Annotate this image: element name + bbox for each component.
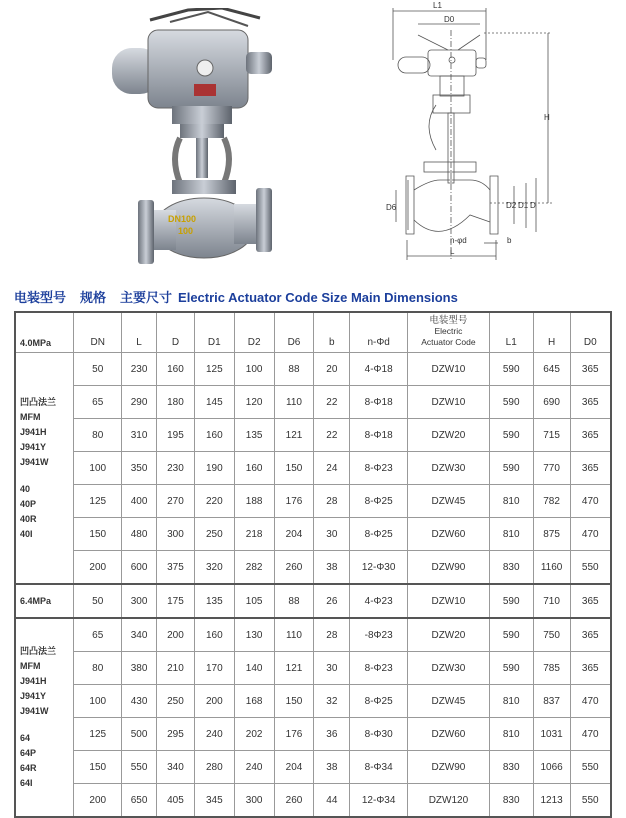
- cell-d2: 130: [234, 618, 274, 652]
- cell-h: 750: [533, 618, 570, 652]
- table-row: [15, 551, 611, 585]
- cell-d2: 140: [234, 652, 274, 685]
- cell-actuator-code: DZW60: [408, 718, 490, 751]
- cell-h: 1031: [533, 718, 570, 751]
- cell-actuator-code: DZW90: [408, 551, 490, 585]
- cell-l: 600: [122, 551, 157, 585]
- cell-d: 295: [157, 718, 195, 751]
- cell-h: 837: [533, 685, 570, 718]
- table-row: [15, 353, 611, 386]
- cell-dn: 50: [74, 584, 122, 618]
- cell-d6: 176: [274, 485, 314, 518]
- cell-d1: 190: [194, 452, 234, 485]
- cell-d6: 176: [274, 718, 314, 751]
- cell-h: 715: [533, 419, 570, 452]
- cell-b: 22: [314, 419, 350, 452]
- cell-nphid: 8-Φ23: [350, 652, 408, 685]
- cell-d2: 160: [234, 452, 274, 485]
- model-line: 64I: [20, 778, 33, 788]
- model-line: MFM: [20, 411, 41, 422]
- header-pressure: 4.0MPa: [15, 312, 74, 353]
- cell-d1: 135: [194, 584, 234, 618]
- header-d0: D0: [570, 312, 611, 353]
- cell-d6: 260: [274, 784, 314, 818]
- table-row: [15, 518, 611, 551]
- cell-d: 160: [157, 353, 195, 386]
- header-b: b: [314, 312, 350, 353]
- table-row: [15, 618, 611, 652]
- cell-d: 180: [157, 386, 195, 419]
- cell-actuator-code: DZW30: [408, 452, 490, 485]
- cell-dn: 125: [74, 485, 122, 518]
- cell-d2: 100: [234, 353, 274, 386]
- actuator-en1: Electric: [434, 326, 463, 336]
- cell-d6: 204: [274, 751, 314, 784]
- cell-h: 785: [533, 652, 570, 685]
- header-nphid: n-Φd: [350, 312, 408, 353]
- cell-dn: 65: [74, 618, 122, 652]
- cell-actuator-code: DZW20: [408, 419, 490, 452]
- cell-d2: 120: [234, 386, 274, 419]
- cell-b: 22: [314, 386, 350, 419]
- header-l: L: [122, 312, 157, 353]
- cell-d6: 121: [274, 419, 314, 452]
- table-row: [15, 452, 611, 485]
- cell-l: 310: [122, 419, 157, 452]
- model-line: 64P: [20, 748, 37, 758]
- cell-l1: 590: [489, 618, 533, 652]
- table-row: [15, 718, 611, 751]
- model-line: 40R: [20, 513, 37, 524]
- cell-nphid: 12-Φ34: [350, 784, 408, 818]
- header-h: H: [533, 312, 570, 353]
- cell-d6: 110: [274, 386, 314, 419]
- cell-d0: 470: [570, 685, 611, 718]
- model-line: J941H: [20, 426, 47, 437]
- cell-dn: 150: [74, 751, 122, 784]
- cell-d2: 188: [234, 485, 274, 518]
- header-d2: D2: [234, 312, 274, 353]
- cell-d: 195: [157, 419, 195, 452]
- cell-actuator-code: DZW45: [408, 485, 490, 518]
- cell-h: 875: [533, 518, 570, 551]
- model-group-label: [15, 353, 74, 585]
- cell-l: 300: [122, 584, 157, 618]
- cell-d0: 365: [570, 452, 611, 485]
- cell-d1: 220: [194, 485, 234, 518]
- cell-nphid: 8-Φ25: [350, 518, 408, 551]
- table-row: [15, 584, 611, 618]
- header-d6: D6: [274, 312, 314, 353]
- cell-d6: 204: [274, 518, 314, 551]
- cell-nphid: -8Φ23: [350, 618, 408, 652]
- actuator-cn: 电装型号: [429, 315, 468, 326]
- pressure-label: 6.4MPa: [15, 584, 74, 618]
- table-row: [15, 419, 611, 452]
- cell-h: 770: [533, 452, 570, 485]
- header-d: D: [157, 312, 195, 353]
- cell-d: 175: [157, 584, 195, 618]
- cell-d0: 550: [570, 751, 611, 784]
- label-d0: D0: [444, 15, 455, 24]
- cell-d0: 365: [570, 353, 611, 386]
- cell-nphid: 8-Φ25: [350, 685, 408, 718]
- cell-l: 290: [122, 386, 157, 419]
- model-line: J941W: [20, 456, 49, 467]
- cell-dn: 125: [74, 718, 122, 751]
- cell-nphid: 4-Φ23: [350, 584, 408, 618]
- cell-d2: 240: [234, 751, 274, 784]
- cell-l1: 830: [489, 551, 533, 585]
- valve-photo: [110, 8, 310, 270]
- cell-b: 30: [314, 652, 350, 685]
- cell-d0: 365: [570, 419, 611, 452]
- cell-b: 44: [314, 784, 350, 818]
- cell-dn: 65: [74, 386, 122, 419]
- table-row: [15, 685, 611, 718]
- cell-d: 270: [157, 485, 195, 518]
- cell-d0: 550: [570, 784, 611, 818]
- cell-h: 645: [533, 353, 570, 386]
- cell-actuator-code: DZW20: [408, 618, 490, 652]
- cell-l: 430: [122, 685, 157, 718]
- cell-d1: 170: [194, 652, 234, 685]
- cell-d0: 365: [570, 618, 611, 652]
- cell-nphid: 8-Φ30: [350, 718, 408, 751]
- cell-d1: 240: [194, 718, 234, 751]
- cell-d0: 470: [570, 485, 611, 518]
- model-line: 40I: [20, 528, 33, 539]
- size-marking: 100: [178, 226, 194, 236]
- cell-l1: 810: [489, 485, 533, 518]
- cell-d0: 365: [570, 652, 611, 685]
- cell-d1: 125: [194, 353, 234, 386]
- cell-b: 26: [314, 584, 350, 618]
- cell-dn: 100: [74, 685, 122, 718]
- cell-nphid: 8-Φ18: [350, 419, 408, 452]
- cell-l: 500: [122, 718, 157, 751]
- cell-d: 340: [157, 751, 195, 784]
- cell-l1: 590: [489, 452, 533, 485]
- cell-h: 690: [533, 386, 570, 419]
- cell-d1: 160: [194, 618, 234, 652]
- cell-d6: 88: [274, 584, 314, 618]
- cell-dn: 200: [74, 551, 122, 585]
- header-actuator-code: [408, 312, 490, 353]
- cell-d: 210: [157, 652, 195, 685]
- header-l1: L1: [489, 312, 533, 353]
- model-line: [20, 470, 73, 482]
- cell-d: 405: [157, 784, 195, 818]
- cell-h: 710: [533, 584, 570, 618]
- model-group-label: [15, 618, 74, 817]
- cell-dn: 150: [74, 518, 122, 551]
- cell-actuator-code: DZW90: [408, 751, 490, 784]
- section-title: [14, 287, 472, 306]
- cell-d1: 280: [194, 751, 234, 784]
- cell-b: 38: [314, 551, 350, 585]
- cell-dn: 50: [74, 353, 122, 386]
- model-line: 40: [20, 483, 31, 494]
- cell-d1: 345: [194, 784, 234, 818]
- label-d2: D2: [506, 201, 517, 210]
- cell-dn: 100: [74, 452, 122, 485]
- dimensions-table: [14, 311, 612, 818]
- cell-l: 550: [122, 751, 157, 784]
- cell-b: 32: [314, 685, 350, 718]
- label-l: L: [450, 247, 455, 256]
- cell-d1: 200: [194, 685, 234, 718]
- cell-actuator-code: DZW10: [408, 584, 490, 618]
- table-row: [15, 751, 611, 784]
- cell-l: 400: [122, 485, 157, 518]
- cell-d6: 88: [274, 353, 314, 386]
- cell-d: 230: [157, 452, 195, 485]
- cell-l1: 590: [489, 584, 533, 618]
- dn-marking: DN100: [168, 214, 197, 224]
- cell-d2: 135: [234, 419, 274, 452]
- model-line: 40P: [20, 498, 37, 509]
- cell-l1: 590: [489, 652, 533, 685]
- cell-l1: 810: [489, 518, 533, 551]
- model-line: 凹凸法兰: [20, 646, 57, 656]
- cell-l1: 830: [489, 751, 533, 784]
- table-row: [15, 784, 611, 818]
- cell-b: 38: [314, 751, 350, 784]
- cell-b: 28: [314, 485, 350, 518]
- model-line: [20, 719, 73, 731]
- cell-l: 350: [122, 452, 157, 485]
- model-line: 64R: [20, 763, 37, 773]
- label-d6: D6: [386, 203, 397, 212]
- cell-b: 20: [314, 353, 350, 386]
- cell-d1: 160: [194, 419, 234, 452]
- cell-nphid: 12-Φ30: [350, 551, 408, 585]
- cell-h: 1213: [533, 784, 570, 818]
- cell-d0: 470: [570, 718, 611, 751]
- label-h: H: [544, 113, 550, 122]
- model-line: J941Y: [20, 441, 47, 452]
- cell-d6: 150: [274, 452, 314, 485]
- cell-l1: 590: [489, 419, 533, 452]
- cell-d: 300: [157, 518, 195, 551]
- cell-l: 230: [122, 353, 157, 386]
- cell-d2: 218: [234, 518, 274, 551]
- cell-l: 340: [122, 618, 157, 652]
- cell-actuator-code: DZW30: [408, 652, 490, 685]
- header-dn: DN: [74, 312, 122, 353]
- cell-d6: 260: [274, 551, 314, 585]
- label-d: D: [530, 201, 536, 210]
- cell-h: 1066: [533, 751, 570, 784]
- model-line: MFM: [20, 661, 41, 671]
- cell-d6: 150: [274, 685, 314, 718]
- cell-b: 30: [314, 518, 350, 551]
- cell-dn: 80: [74, 419, 122, 452]
- cell-l: 480: [122, 518, 157, 551]
- cell-l1: 830: [489, 784, 533, 818]
- cell-d: 375: [157, 551, 195, 585]
- title-cn-size: 规格: [80, 290, 107, 305]
- label-l1: L1: [433, 1, 442, 10]
- cell-d1: 250: [194, 518, 234, 551]
- cell-d0: 365: [570, 584, 611, 618]
- cell-l1: 590: [489, 386, 533, 419]
- title-en: Electric Actuator Code Size Main Dimensions: [178, 290, 458, 305]
- cell-l1: 590: [489, 353, 533, 386]
- cell-b: 24: [314, 452, 350, 485]
- cell-d6: 110: [274, 618, 314, 652]
- cell-actuator-code: DZW10: [408, 353, 490, 386]
- cell-d2: 105: [234, 584, 274, 618]
- cell-d0: 470: [570, 518, 611, 551]
- table-row: [15, 485, 611, 518]
- cell-h: 1160: [533, 551, 570, 585]
- cell-b: 36: [314, 718, 350, 751]
- cell-d0: 365: [570, 386, 611, 419]
- cell-nphid: 4-Φ18: [350, 353, 408, 386]
- header-d1: D1: [194, 312, 234, 353]
- cell-actuator-code: DZW60: [408, 518, 490, 551]
- cell-nphid: 8-Φ23: [350, 452, 408, 485]
- table-row: [15, 386, 611, 419]
- cell-l1: 810: [489, 685, 533, 718]
- cell-d6: 121: [274, 652, 314, 685]
- table-row: [15, 652, 611, 685]
- cell-l1: 810: [489, 718, 533, 751]
- actuator-en2: Actuator Code: [421, 337, 476, 347]
- cell-l: 380: [122, 652, 157, 685]
- cell-d1: 145: [194, 386, 234, 419]
- cell-nphid: 8-Φ25: [350, 485, 408, 518]
- cell-h: 782: [533, 485, 570, 518]
- model-line: J941Y: [20, 691, 47, 701]
- cell-l: 650: [122, 784, 157, 818]
- cell-actuator-code: DZW10: [408, 386, 490, 419]
- cell-d: 200: [157, 618, 195, 652]
- cell-d2: 300: [234, 784, 274, 818]
- cell-d2: 168: [234, 685, 274, 718]
- cell-dn: 80: [74, 652, 122, 685]
- label-nphid: n-φd: [450, 236, 467, 245]
- cell-b: 28: [314, 618, 350, 652]
- dimension-drawing: [370, 0, 570, 270]
- cell-d0: 550: [570, 551, 611, 585]
- cell-nphid: 8-Φ34: [350, 751, 408, 784]
- cell-nphid: 8-Φ18: [350, 386, 408, 419]
- model-line: 凹凸法兰: [20, 396, 57, 407]
- cell-d2: 282: [234, 551, 274, 585]
- cell-actuator-code: DZW45: [408, 685, 490, 718]
- label-d1: D1: [518, 201, 529, 210]
- model-line: 64: [20, 733, 31, 743]
- cell-d1: 320: [194, 551, 234, 585]
- cell-d2: 202: [234, 718, 274, 751]
- cell-d: 250: [157, 685, 195, 718]
- cell-actuator-code: DZW120: [408, 784, 490, 818]
- cell-dn: 200: [74, 784, 122, 818]
- title-cn-code: 电装型号: [14, 290, 67, 305]
- label-b: b: [507, 236, 512, 245]
- model-line: J941W: [20, 706, 49, 716]
- header-row: [15, 312, 611, 353]
- title-cn-dims: 主要尺寸: [120, 290, 173, 305]
- model-line: J941H: [20, 676, 47, 686]
